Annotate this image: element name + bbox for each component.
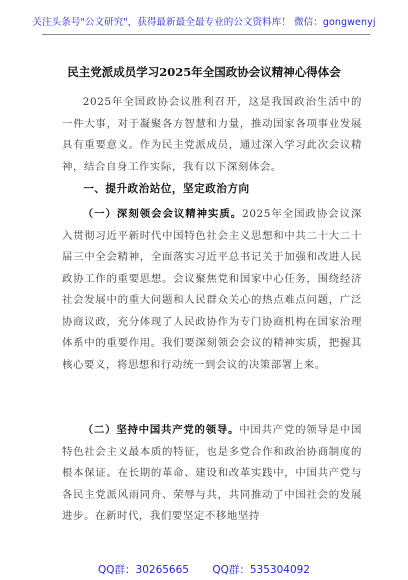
subsection-1-text: 2025年全国政协会议深入贯彻习近平新时代中国特色社会主义思想和中共二十大二十届三中全会精神，全面落实习近平总书记关于加强和改进人民政协工作的重要思想。会议聚焦党和国家中心任务，围绕经济社会发展中的重大问题和人民群众关心的热点难点问题，广泛协商议政，充分体现了人民政协作为专门协商机构在国家治理体系中的重要作用。我们要深刻领会会议的精神实质，把握其核心要义，将思想和行动统一到会议的决策部署上来。 [62, 208, 362, 371]
footer-contacts [0, 562, 408, 577]
subsection-2-paragraph [62, 420, 362, 528]
footer-qq-group-2: QQ群：535304092 [212, 564, 310, 576]
header-banner: 关注头条号"公文研究"，获得最新最全最专业的公文资料库！ 微信：gongwenyj [32, 17, 376, 28]
subsection-2-text: 中国共产党的领导是中国特色社会主义最本质的特征，也是多党合作和政治协商制度的根本保证。在长期的革命、建设和改革实践中，中国共产党与各民主党派风雨同舟、荣辱与共，共同推动了中国社会的发展进步。在新时代，我们要坚定不移地坚持 [62, 424, 362, 522]
document-title: 民主党派成员学习2025年全国政协会议精神心得体会 [67, 65, 341, 79]
header-divider [42, 34, 370, 35]
intro-paragraph: 2025年全国政协会议胜利召开，这是我国政治生活中的一件大事，对于凝聚各方智慧和力量，推动国家各项事业发展具有重要意义。作为民主党派成员，通过深入学习此次会议精神，结合自身工作实际，我有以下深刻体会。 [62, 96, 362, 173]
subsection-1-paragraph [62, 204, 362, 376]
subsection-2-label: （二）坚持中国共产党的领导。 [82, 424, 240, 436]
section-heading-1: 一、提升政治站位，坚定政治方向 [83, 183, 250, 195]
footer-qq-group-1: QQ群：30265665 [98, 564, 189, 576]
subsection-1-label: （一）深刻领会会议精神实质。 [82, 208, 243, 220]
